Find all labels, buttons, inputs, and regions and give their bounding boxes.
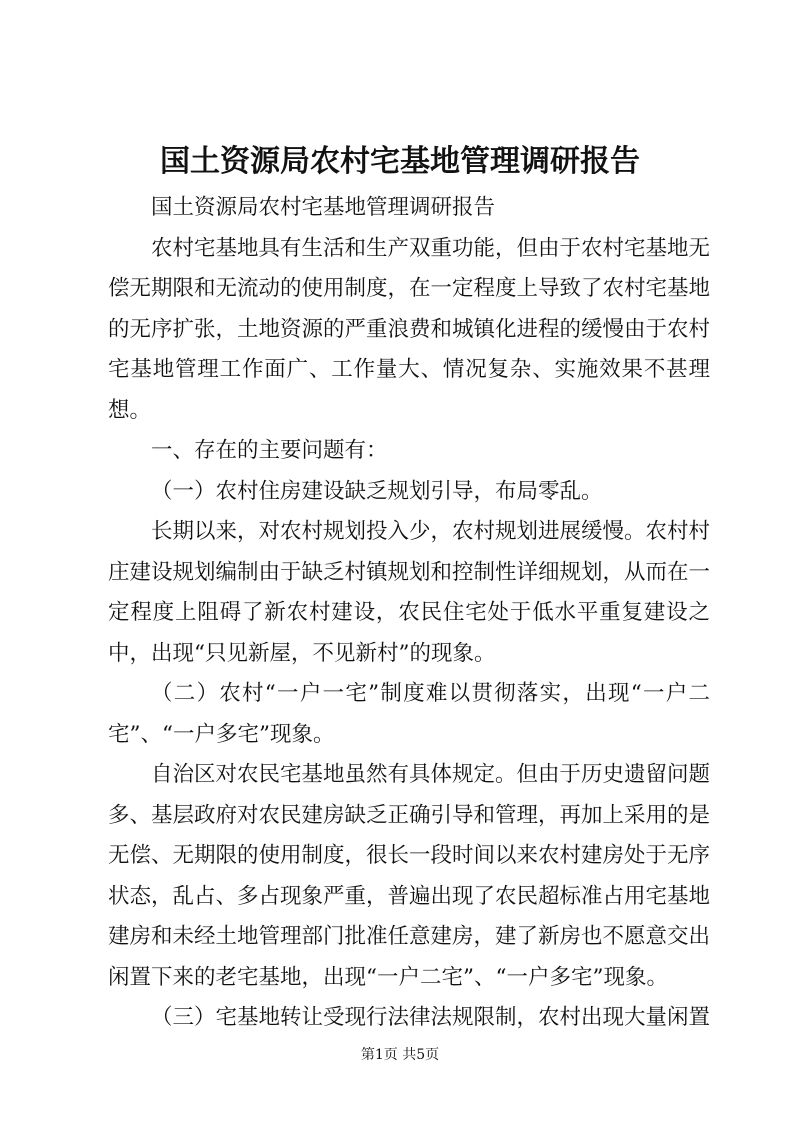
paragraph-subtitle: 国土资源局农村宅基地管理调研报告	[151, 195, 496, 220]
paragraph-section-heading: 一、存在的主要问题有：	[151, 438, 388, 463]
paragraph-issue-1-detail: 长期以来，对农村规划投入少，农村规划进展缓慢。农村村庄建设规划编制由于缺乏村镇规划和控制性详细规划，从而在一定程度上阻碍了新农村建设，农民住宅处于低水平重复建设之中，出现“只见新屋，不见新村”的现象。	[108, 519, 711, 666]
paragraph-issue-1: （一）农村住房建设缺乏规划引导，布局零乱。	[151, 478, 603, 504]
paragraph-issue-2: （二）农村“一户一宅”制度难以贯彻落实，出现“一户二宅”、“一户多宅”现象。	[108, 681, 710, 747]
document-body	[108, 188, 710, 1039]
page-number-footer: 第1页 共5页	[360, 1047, 440, 1063]
paragraph-intro: 农村宅基地具有生活和生产双重功能，但由于农村宅基地无偿无期限和无流动的使用制度，在一定程度上导致了农村宅基地的无序扩张，土地资源的严重浪费和城镇化进程的缓慢由于农村宅基地管理工作面广、工作量大、情况复杂、实施效果不甚理想。	[108, 235, 711, 423]
paragraph-issue-2-detail: 自治区对农民宅基地虽然有具体规定。但由于历史遗留问题多、基层政府对农民建房缺乏正确引导和管理，再加上采用的是无偿、无期限的使用制度，很长一段时间以来农村建房处于无序状态，乱占、多占现象严重，普遍出现了农民超标准占用宅基地建房和未经土地管理部门批准任意建房，建了新房也不愿意交出闲置下来的老宅基地，出现“一户二宅”、“一户多宅”现象。	[108, 762, 711, 990]
document-title: 国土资源局农村宅基地管理调研报告	[160, 144, 640, 179]
paragraph-issue-3: （三）宅基地转让受现行法律法规限制，农村出现大量闲置	[151, 1005, 711, 1030]
